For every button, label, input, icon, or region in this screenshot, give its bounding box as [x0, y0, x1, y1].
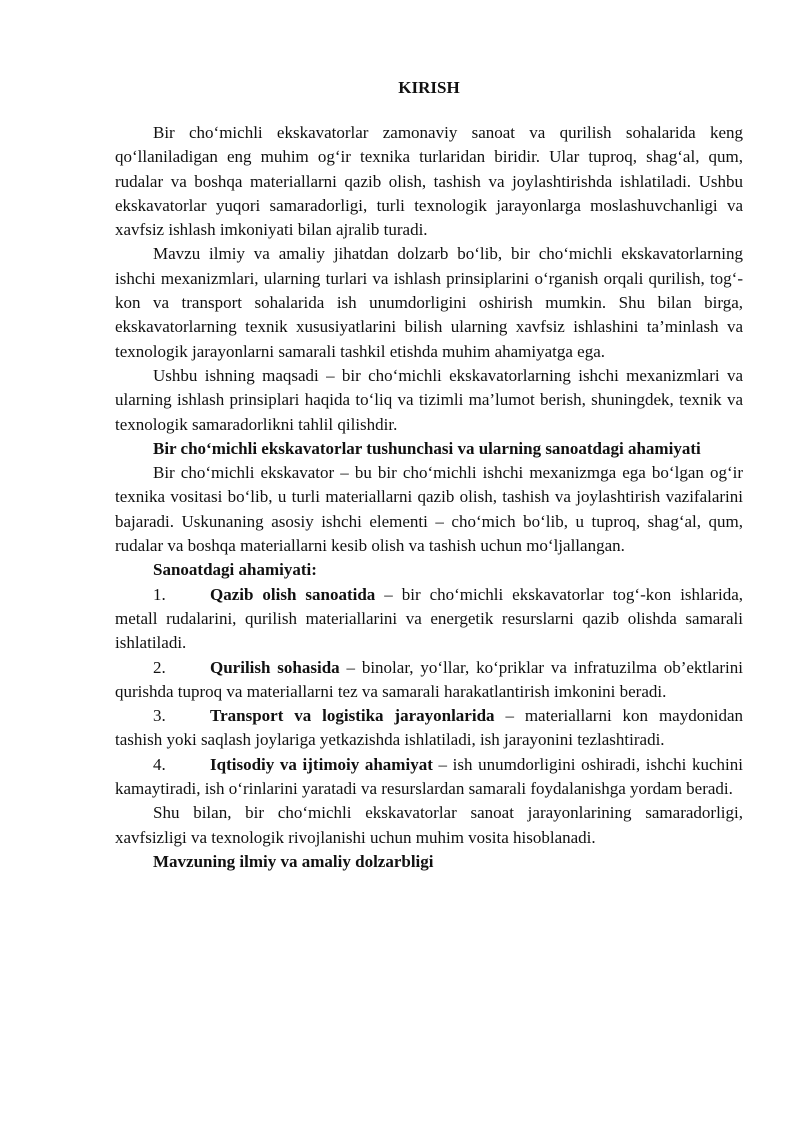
concept-paragraph: Bir cho‘michli ekskavator – bu bir cho‘michli ishchi mexanizmga ega bo‘lgan og‘ir texnika vositasi bo‘lib, u turli materiallarni qazib olish, tashish va joylashtirish vazifalarini bajaradi. Uskunaning asosiy ishchi elementi – cho‘mich bo‘lib, u tuproq, shag‘al, qum, rudalar va boshqa materiallarni kesib olish va tashish uchun mo‘ljallangan. — [115, 463, 743, 556]
list-term: Iqtisodiy va ijtimoiy ahamiyat — [210, 754, 433, 774]
list-number: 4. — [153, 754, 166, 774]
list-number: 2. — [153, 657, 166, 677]
conclusion-paragraph: Shu bilan, bir cho‘michli ekskavatorlar sanoat jarayonlarining samaradorligi, xavfsizligi va texnologik rivojlanishi uchun muhim vosita hisoblanadi. — [115, 803, 743, 847]
list-term: Qazib olish sanoatida — [210, 584, 376, 604]
section-heading-relevance: Mavzuning ilmiy va amaliy dolzarbligi — [153, 851, 434, 871]
list-text: – materiallarni kon maydonidan tashish yoki saqlash joylariga yetkazishda ishlatiladi, ish jarayonini tezlashtiradi. — [115, 706, 743, 750]
intro-paragraph-2: Mavzu ilmiy va amaliy jihatdan dolzarb bo‘lib, bir cho‘michli ekskavatorlarning ishchi mexanizmlari, ularning turlari va ishlash prinsiplarini o‘rganish orqali qurilish, tog‘-kon va transport sohalarida ish unumdorligini oshirish mumkin. Shu bilan birga, ekskavatorlarning texnik xususiyatlarini bilish ularning xavfsiz ishlashini ta’minlash va texnologik jarayonlarni samarali tashkil etishda muhim ahamiyatga ega. — [115, 244, 743, 361]
section-heading-concept: Bir cho‘michli ekskavatorlar tushunchasi va ularning sanoatdagi ahamiyati — [153, 438, 701, 458]
industry-heading: Sanoatdagi ahamiyati: — [153, 560, 317, 580]
list-text: – ish unumdorligini oshiradi, ishchi kuchini kamaytiradi, ish o‘rinlarini yaratadi va resurslardan samarali foydalanishga yordam beradi. — [115, 754, 743, 799]
intro-paragraph-1: Bir cho‘michli ekskavatorlar zamonaviy sanoat va qurilish sohalarida keng qo‘llaniladigan eng muhim og‘ir texnika turlaridan biridir. Ular tuproq, shag‘al, qum, rudalar va boshqa materiallarni qazib olish, tashish va joylashtirishda ishlatiladi. Ushbu ekskavatorlar yuqori samaradorligi, turli texnologik jarayonlarga moslashuvchanligi va xavfsiz ishlash imkoniyati bilan ajralib turadi. — [115, 123, 743, 240]
list-item — [115, 753, 743, 802]
list-item — [115, 583, 743, 656]
list-number: 1. — [153, 584, 166, 604]
intro-paragraph-3: Ushbu ishning maqsadi – bir cho‘michli ekskavatorlarning ishchi mexanizmlari va ularning ishlash prinsiplari haqida to‘liq va tizimli ma’lumot berish, shuningdek, texnik va texnologik samaradorlikni tahlil qilishdir. — [115, 365, 743, 434]
page-title: KIRISH — [398, 78, 460, 97]
list-text: – bir cho‘michli ekskavatorlar tog‘-kon ishlarida, metall rudalarini, qurilish materiallarini va energetik resurslarni qazib olishda samarali ishlatiladi. — [115, 584, 743, 653]
list-text: – binolar, yo‘llar, ko‘priklar va infratuzilma ob’ektlarini qurishda tuproq va materiallarni tez va samarali harakatlantirish imkonini beradi. — [115, 657, 744, 701]
list-number: 3. — [153, 706, 166, 726]
list-item — [115, 656, 743, 705]
list-item — [115, 704, 743, 753]
list-term: Qurilish sohasida — [210, 657, 340, 677]
list-term: Transport va logistika jarayonlarida — [210, 706, 495, 726]
